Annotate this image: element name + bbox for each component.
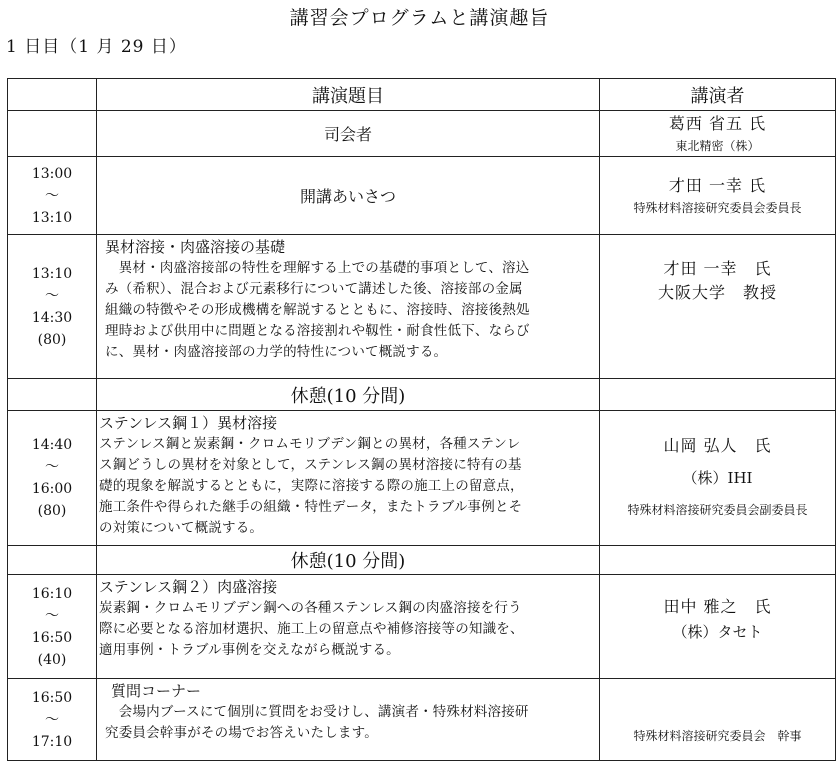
time-start: 16:10 xyxy=(31,585,73,602)
session1-title: 異材溶接・肉盛溶接の基礎 xyxy=(105,238,286,256)
time-end: 13:10 xyxy=(31,209,73,226)
session3-title: ステンレス鋼２）肉盛溶接 xyxy=(99,578,278,596)
desc-line: 礎的現象を解説するとともに，実際に溶接する際の施工上の留意点， xyxy=(99,478,524,494)
session2-content xyxy=(97,411,600,546)
qa-speaker: 特殊材料溶接研究委員会 幹事 xyxy=(633,729,802,743)
desc-line: 会場内ブースにて個別に質問をお受けし、講演者・特殊材料溶接研 xyxy=(105,704,529,720)
break1-speaker-cell xyxy=(600,379,836,411)
time-end: 16:50 xyxy=(31,629,73,646)
session1-time xyxy=(8,235,97,379)
session3-speaker: 田中 雅之 氏 xyxy=(663,597,772,616)
session3-speaker-cell xyxy=(600,575,836,679)
session3-row xyxy=(8,575,836,679)
moderator-speaker-cell xyxy=(600,111,836,157)
time-duration: (80) xyxy=(37,331,67,348)
opening-row xyxy=(8,157,836,235)
session2-company: （株）IHI xyxy=(682,469,753,487)
session3-company: （株）タセト xyxy=(672,623,763,641)
time-tilde: ～ xyxy=(45,287,59,304)
session1-content xyxy=(97,235,600,379)
time-tilde: ～ xyxy=(45,187,59,204)
speaker-header: 講演者 xyxy=(600,79,836,111)
break1-label: 休憩(10 分間) xyxy=(97,379,600,411)
desc-line: 際に必要となる溶加材選択、施工上の留意点や補修溶接等の知識を、 xyxy=(99,621,524,637)
qa-content xyxy=(97,679,600,761)
session1-speaker-cell xyxy=(600,235,836,379)
topic-header: 講演題目 xyxy=(97,79,600,111)
table-header-row xyxy=(8,79,836,111)
session1-row xyxy=(8,235,836,379)
opening-speaker: 才田 一幸 氏 xyxy=(668,175,767,195)
moderator-label: 司会者 xyxy=(97,111,600,157)
break2-label: 休憩(10 分間) xyxy=(97,546,600,575)
time-end: 17:10 xyxy=(31,733,73,750)
desc-line: ス鋼どうしの異材を対象として，ステンレス鋼の異材溶接に特有の基 xyxy=(99,457,522,473)
time-end: 16:00 xyxy=(31,481,73,497)
opening-affiliation: 特殊材料溶接研究委員会委員長 xyxy=(633,200,802,215)
day-heading: 1 日目（1 月 29 日） xyxy=(6,37,187,57)
moderator-name: 葛西 省五 氏 xyxy=(668,113,767,133)
time-duration: (40) xyxy=(37,651,67,668)
opening-time xyxy=(8,157,97,235)
session2-title: ステンレス鋼１）異材溶接 xyxy=(99,414,278,432)
time-header-cell xyxy=(8,79,97,111)
desc-line: 炭素鋼・クロムモリブデン鋼への各種ステンレス鋼の肉盛溶接を行う xyxy=(99,600,522,616)
opening-title: 開講あいさつ xyxy=(97,157,600,235)
desc-line: 組織の特徴やその形成機構を解説するとともに、溶接時、溶接後熱処 xyxy=(105,302,530,318)
break2-time-cell xyxy=(8,546,97,575)
time-tilde: ～ xyxy=(45,607,59,624)
desc-line: み（希釈）、混合および元素移行について講述した後、溶接部の金属 xyxy=(105,281,523,297)
session1-description xyxy=(105,258,595,363)
time-start: 13:00 xyxy=(31,165,73,182)
desc-line: 適用事例・トラブル事例を交えながら概説する。 xyxy=(99,642,400,658)
time-end: 14:30 xyxy=(31,309,73,326)
time-start: 16:50 xyxy=(31,689,73,706)
opening-speaker-cell xyxy=(600,157,836,235)
session2-affiliation: 特殊材料溶接研究委員会副委員長 xyxy=(627,503,808,517)
desc-line: 施工条件や得られた継手の組織・特性データ，またトラブル事例とそ xyxy=(99,499,523,515)
desc-line: 理時および供用中に問題となる溶接割れや靱性・耐食性低下、ならび xyxy=(105,323,530,339)
qa-speaker-cell xyxy=(600,679,836,761)
qa-time xyxy=(8,679,97,761)
session1-affiliation: 大阪大学 教授 xyxy=(657,283,777,302)
program-table xyxy=(7,78,836,761)
desc-line: の対策について概説する。 xyxy=(99,520,264,536)
moderator-affiliation: 東北精密（株） xyxy=(675,138,760,153)
session3-time xyxy=(8,575,97,679)
desc-line: に、異材・肉盛溶接部の力学的特性について概説する。 xyxy=(105,344,448,360)
qa-row xyxy=(8,679,836,761)
time-start: 13:10 xyxy=(31,265,73,282)
session1-speaker: 才田 一幸 氏 xyxy=(663,259,772,278)
session3-description xyxy=(99,598,595,661)
time-start: 14:40 xyxy=(31,437,73,453)
qa-description xyxy=(105,702,595,744)
page-title: 講習会プログラムと講演趣旨 xyxy=(289,7,550,29)
session2-speaker: 山岡 弘人 氏 xyxy=(663,436,772,455)
qa-title: 質問コーナー xyxy=(111,682,202,700)
moderator-time-cell xyxy=(8,111,97,157)
break2-speaker-cell xyxy=(600,546,836,575)
break1-time-cell xyxy=(8,379,97,411)
session2-row xyxy=(8,411,836,546)
desc-line: 究委員会幹事がその場でお答えいたします。 xyxy=(105,725,378,741)
break2-row xyxy=(8,546,836,575)
time-tilde: ～ xyxy=(45,711,59,728)
moderator-row xyxy=(8,111,836,157)
session2-description xyxy=(99,434,595,539)
time-tilde: ～ xyxy=(45,459,59,475)
desc-line: ステンレス鋼と炭素鋼・クロムモリブデン鋼との異材，各種ステンレ xyxy=(99,436,521,452)
time-duration: (80) xyxy=(37,503,67,519)
desc-line: 異材・肉盛溶接部の特性を理解する上での基礎的事項として、溶込 xyxy=(105,260,530,276)
session2-time xyxy=(8,411,97,546)
session2-speaker-cell xyxy=(600,411,836,546)
break1-row xyxy=(8,379,836,411)
session3-content xyxy=(97,575,600,679)
